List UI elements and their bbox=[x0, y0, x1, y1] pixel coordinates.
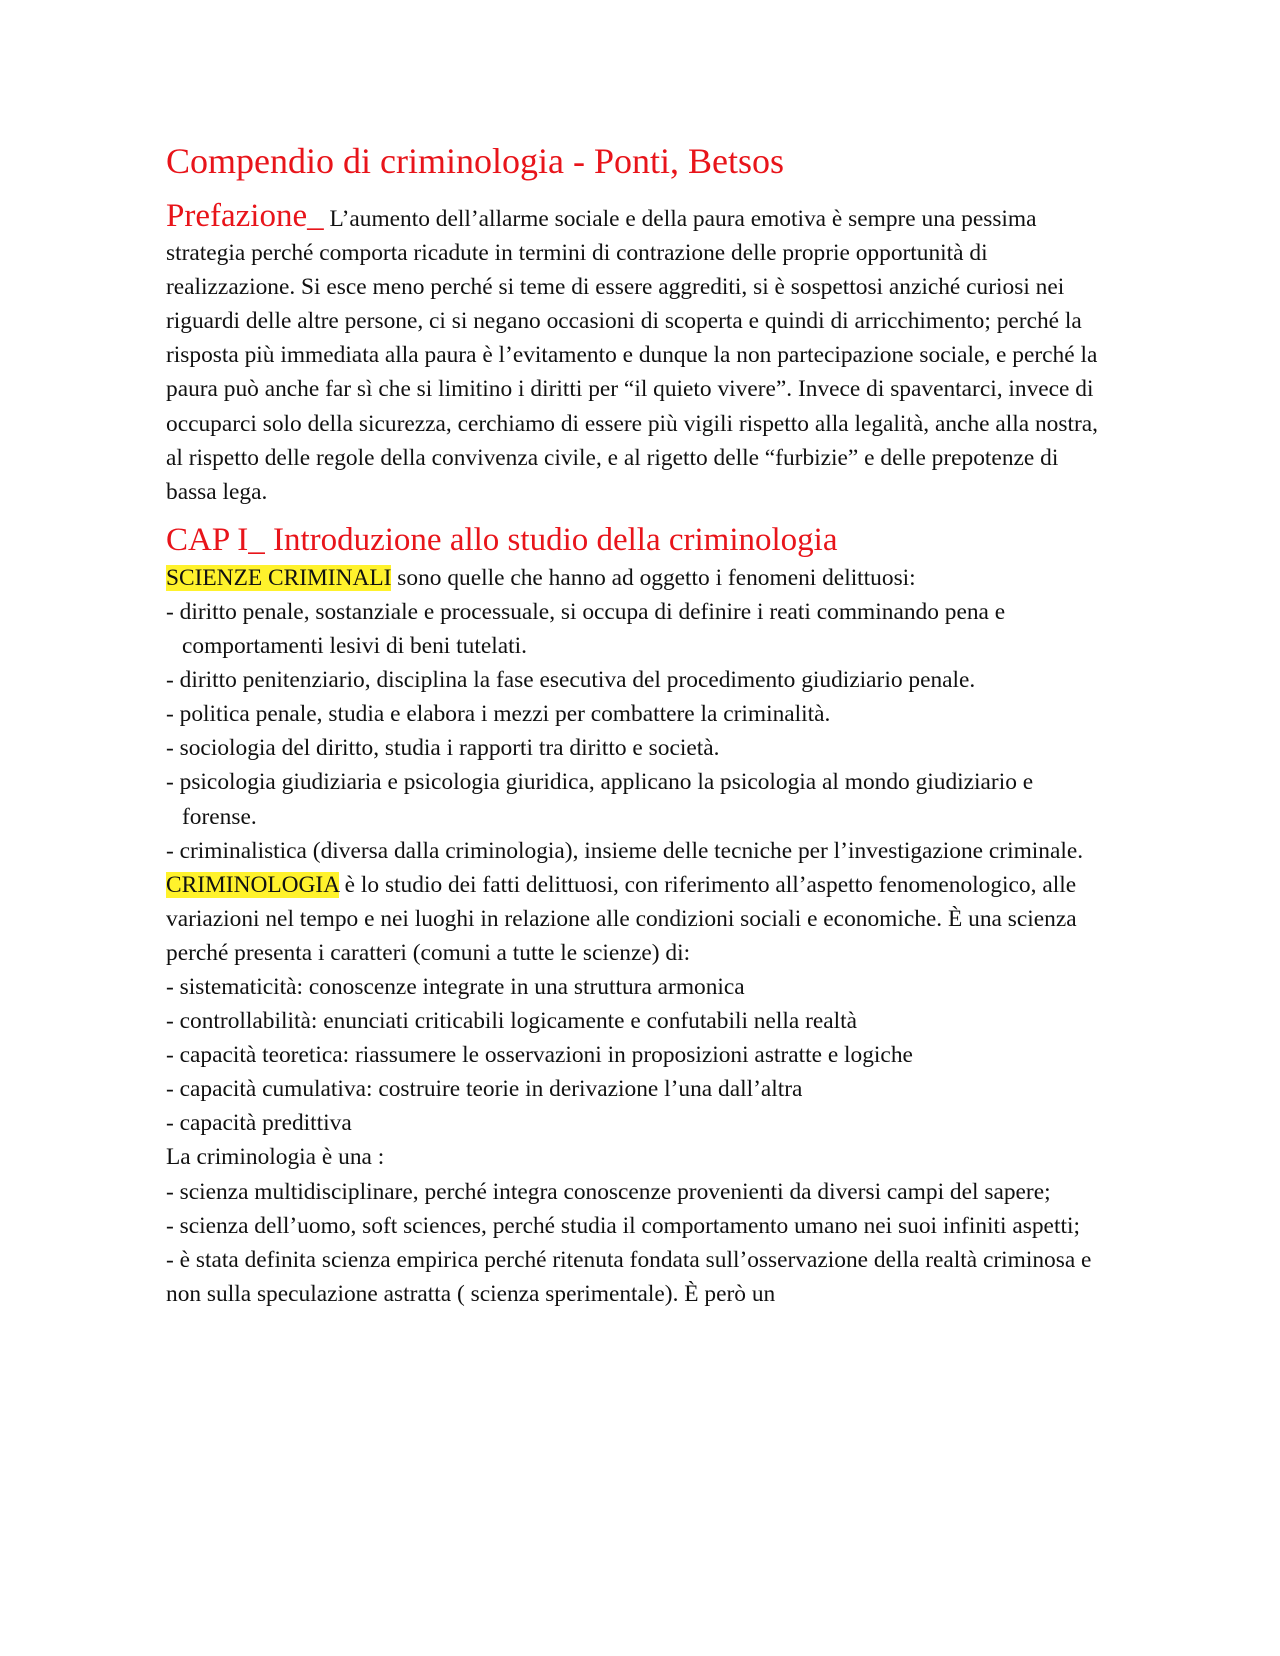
list-item: - capacità cumulativa: costruire teorie in derivazione l’una dall’altra bbox=[166, 1076, 803, 1103]
scienze-list bbox=[166, 595, 1106, 868]
criminologia-term: CRIMINOLOGIA bbox=[166, 871, 339, 898]
list-item: - psicologia giudiziaria e psicologia giuridica, applicano la psicologia al mondo giudiziario e forense. bbox=[166, 769, 1034, 830]
document-title: Compendio di criminologia - Ponti, Betsos bbox=[166, 141, 784, 181]
list-item: - diritto penale, sostanziale e processuale, si occupa di definire i reati comminando pena e comportamenti lesivi di beni tutelati. bbox=[166, 598, 1006, 660]
list-item: - capacità predittiva bbox=[166, 1110, 352, 1137]
list-item: - scienza multidisciplinare, perché integra conoscenze provenienti da diversi campi del sapere; bbox=[166, 1178, 1051, 1205]
tipo-list bbox=[166, 1175, 1106, 1311]
document-page bbox=[166, 139, 1106, 1311]
prefazione-heading: Prefazione_ bbox=[166, 198, 324, 234]
scienze-criminali-paragraph bbox=[166, 561, 1106, 595]
list-item: - sociologia del diritto, studia i rapporti tra diritto e società. bbox=[166, 735, 720, 762]
scienze-criminali-term: SCIENZE CRIMINALI bbox=[166, 564, 392, 591]
scienze-criminali-text: sono quelle che hanno ad oggetto i fenomeni delittuosi: bbox=[391, 564, 916, 591]
list-item: - scienza dell’uomo, soft sciences, perché studia il comportamento umano nei suoi infiniti aspetti; bbox=[166, 1212, 1080, 1239]
caratteri-list bbox=[166, 970, 1106, 1140]
list-item: - capacità teoretica: riassumere le osservazioni in proposizioni astratte e logiche bbox=[166, 1042, 913, 1069]
list-item: - è stata definita scienza empirica perché ritenuta fondata sull’osservazione della realtà criminosa e non sulla speculazione astratta ( scienza sperimentale). È però un bbox=[166, 1246, 1092, 1307]
list-item: - diritto penitenziario, disciplina la fase esecutiva del procedimento giudiziario penale. bbox=[166, 667, 976, 694]
cap1-heading: CAP I_ Introduzione allo studio della criminologia bbox=[166, 521, 838, 558]
list-item: - politica penale, studia e elabora i mezzi per combattere la criminalità. bbox=[166, 701, 831, 728]
list-item: - criminalistica (diversa dalla criminologia), insieme delle tecniche per l’investigazione criminale. bbox=[166, 837, 1084, 864]
prefazione-body: L’aumento dell’allarme sociale e della paura emotiva è sempre una pessima strategia perché comporta ricadute in termini di contrazione delle proprie opportunità di realizzazione. Si esce meno perché si teme di essere aggrediti, si è sospettosi anziché curiosi nei riguardi delle altre persone, ci si negano occasioni di scoperta e quindi di arricchimento; perché la risposta più immediata alla paura è l’evitamento e dunque la non partecipazione sociale, e perché la paura può anche far sì che si limitino i diritti per “il quieto vivere”. Invece di spaventarci, invece di occuparci solo della sicurezza, cerchiamo di essere più vigili rispetto alla legalità, anche alla nostra, al rispetto delle regole della convivenza civile, e al rigetto delle “furbizie” e delle prepotenze di bassa lega. bbox=[166, 206, 1098, 505]
criminologia-text: è lo studio dei fatti delittuosi, con riferimento all’aspetto fenomenologico, alle variazioni nel tempo e nei luoghi in relazione alle condizioni sociali e economiche. È una scienza perché presenta i caratteri (comuni a tutte le scienze) di: bbox=[166, 871, 1077, 966]
criminologia-paragraph bbox=[166, 868, 1106, 970]
intro-line: La criminologia è una : bbox=[166, 1144, 385, 1171]
list-item: - controllabilità: enunciati criticabili logicamente e confutabili nella realtà bbox=[166, 1008, 858, 1035]
prefazione-paragraph bbox=[166, 199, 1106, 509]
list-item: - sistematicità: conoscenze integrate in una struttura armonica bbox=[166, 973, 745, 1000]
